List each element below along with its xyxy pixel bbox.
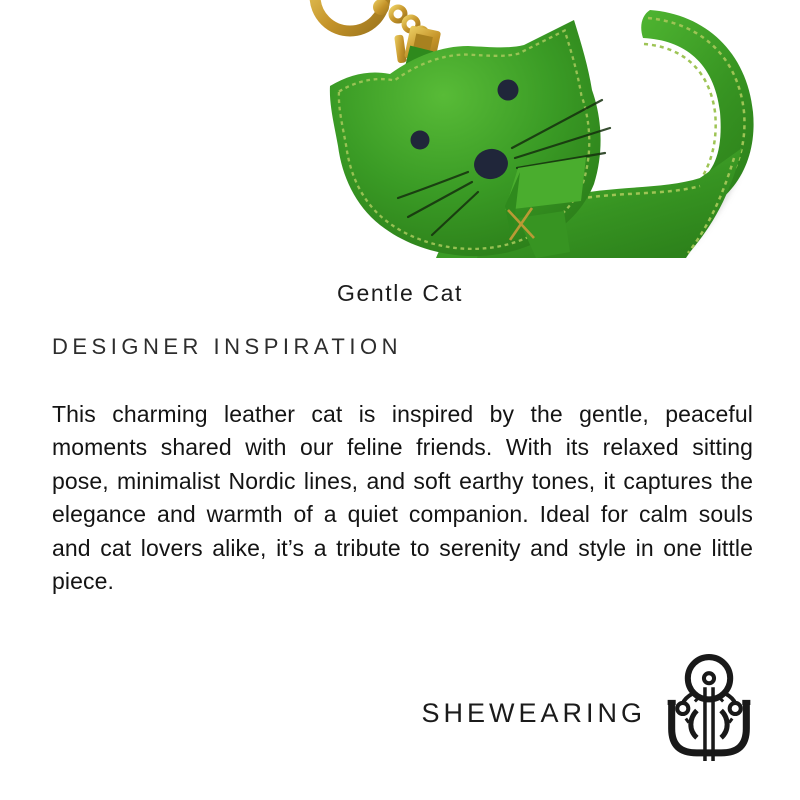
cat-right-eye: [498, 80, 519, 101]
shewearing-emblem-icon: [656, 652, 762, 768]
section-heading: DESIGNER INSPIRATION: [52, 334, 402, 359]
cat-keychain-illustration: [250, 0, 765, 258]
brand-lockup: [421, 652, 762, 768]
cat-head: [330, 20, 610, 256]
product-photo: [250, 0, 765, 258]
product-title: Gentle Cat: [337, 280, 463, 306]
cat-left-eye: [411, 131, 430, 150]
description-paragraph: This charming leather cat is inspired by the gentle, peaceful moments shared with our feline friends. With its relaxed sitting pose, minimalist Nordic lines, and soft earthy tones, it captures the elegance and warmth of a quiet companion. Ideal for calm souls and cat lovers alike, it’s a tribute to serenity and style in one little piece.: [52, 401, 753, 595]
brand-name: SHEWEARING: [421, 697, 646, 728]
